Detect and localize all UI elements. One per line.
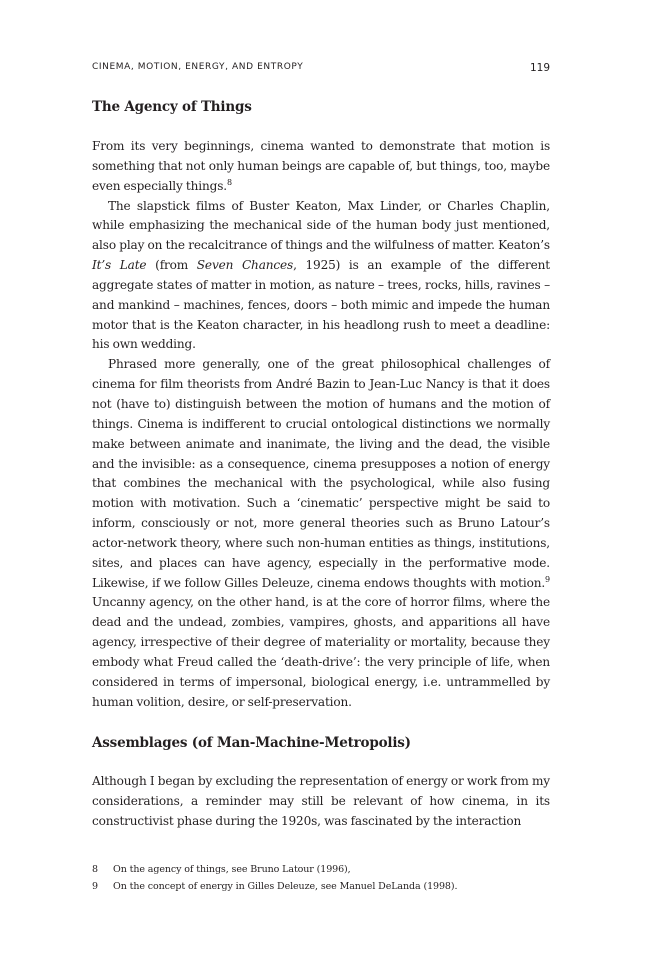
section-heading-agency-of-things: The Agency of Things xyxy=(92,99,252,115)
paragraph-3-text-b: Uncanny agency, on the other hand, is at the core of horror films, where the dead and the undead, zombies, vampires, ghosts, and apparitions all have agency, irrespective of their degree of materiality or mortality, because they embody what Freud called the ‘death-drive’: the very principle of life, when considered in terms of impersonal, biological energy, i.e. untrammelled by human volition, desire, or self-preservation. xyxy=(92,595,550,709)
running-head-title: CINEMA, MOTION, ENERGY, AND ENTROPY xyxy=(92,62,304,72)
paragraph-3-text-a: Phrased more generally, one of the great philosophical challenges of cinema for film theorists from André Bazin to Jean-Luc Nancy is that it does not (have to) distinguish between the motion of humans and the motion of things. Cinema is indifferent to crucial ontological distinctions we normally make between animate and inanimate, the living and the dead, the visible and the invisible: as a consequence, cinema presupposes a notion of energy that combines the mechanical with the psychological, while also fusing motion with motivation. Such a ‘cinematic’ perspective might be said to inform, consciously or not, more general theories such as Bruno Latour’s actor-network theory, where such non-human entities as things, institutions, sites, and places can have agency, especially in the performative mode. Likewise, if we follow Gilles Deleuze, cinema endows thoughts with motion. xyxy=(92,357,550,590)
paragraph-4-text: Although I began by excluding the representation of energy or work from my considerations, a reminder may still be relevant of how cinema, in its constructivist phase during the 1920s, was fascinated by the interaction xyxy=(92,774,550,828)
footnote-number: 9 xyxy=(92,881,98,892)
footnotes xyxy=(92,861,550,895)
section-agency-body xyxy=(92,137,550,712)
paragraph-2-text-c: , 1925) is an example of the different aggregate states of matter in motion, as nature – trees, rocks, hills, ravines – and mankind – machines, fences, doors – both mimic and impede the human motor that is the Keaton character, in his headlong rush to meet a deadline: his own wedding. xyxy=(92,258,550,352)
section-agency-heading-block xyxy=(92,97,550,117)
paragraph-3 xyxy=(92,355,550,712)
paragraph-2-text-a: The slapstick films of Buster Keaton, Max Linder, or Charles Chaplin, while emphasizing the mechanical side of the human body just mentioned, also play on the recalcitrance of things and the wilfulness of matter. Keaton’s xyxy=(92,198,550,253)
footnote-9 xyxy=(92,878,550,895)
footnote-8 xyxy=(92,861,550,878)
section-assemblages-body xyxy=(92,772,550,832)
footnote-text: On the concept of energy in Gilles Deleuze, see Manuel DeLanda (1998). xyxy=(113,881,458,892)
film-title-its-late: It’s Late xyxy=(92,258,147,273)
paragraph-1-text: From its very beginnings, cinema wanted to demonstrate that motion is something that not only human beings are capable of, but things, too, maybe even especially things. xyxy=(92,139,550,193)
footnote-number: 8 xyxy=(92,864,98,875)
paragraph-2 xyxy=(92,197,550,356)
footnote-ref-8[interactable]: 8 xyxy=(226,177,232,187)
section-heading-assemblages: Assemblages (of Man-Machine-Metropolis) xyxy=(92,735,411,751)
paragraph-1 xyxy=(92,137,550,197)
paragraph-2-text-b: (from xyxy=(146,258,197,273)
section-assemblages-heading-block xyxy=(92,733,550,753)
running-head xyxy=(92,62,550,78)
film-title-seven-chances: Seven Chances xyxy=(196,258,294,273)
footnote-text: On the agency of things, see Bruno Latour (1996), xyxy=(113,864,351,875)
paragraph-4 xyxy=(92,772,550,832)
footnote-ref-9[interactable]: 9 xyxy=(545,574,550,584)
page-number: 119 xyxy=(529,62,550,74)
